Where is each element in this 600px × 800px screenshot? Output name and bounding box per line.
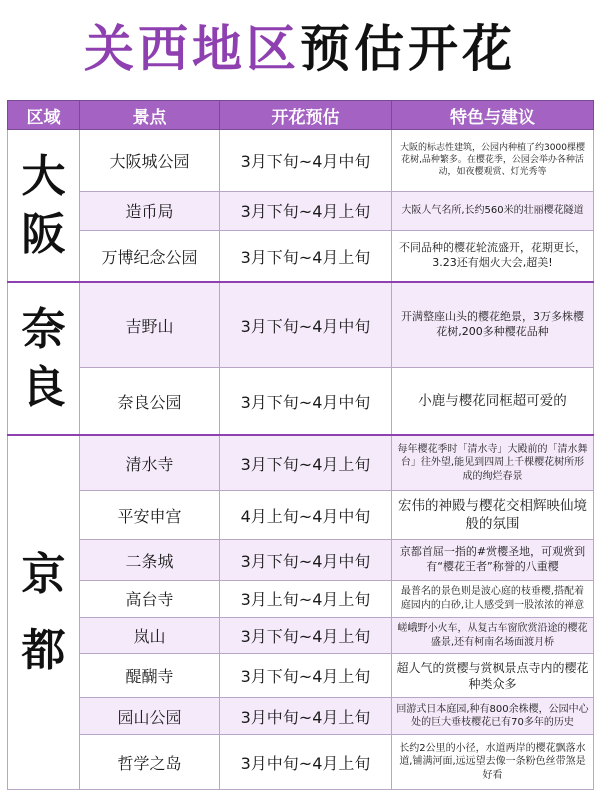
region-osaka: 大 阪 [8,130,80,283]
spot-name: 二条城 [80,540,220,580]
table-row [8,654,594,698]
spot-name: 万博纪念公园 [80,231,220,282]
header-spot: 景点 [80,101,220,130]
spot-note: 每年樱花季时「清水寺」大殿前的「清水舞台」往外望,能见到四周上千棵樱花树所形成的绚烂春景 [392,435,594,490]
page-title [0,0,600,90]
bloom-time: 3月下旬~4月上旬 [220,231,392,282]
spot-note: 长约2公里的小径，水道两岸的樱花飘落水道,铺满河面,远远望去像一条粉色丝带煞是好看 [392,735,594,790]
spot-name: 清水寺 [80,435,220,490]
bloom-time: 3月下旬~4月中旬 [220,130,392,192]
region-nara: 奈 良 [8,282,80,435]
bloom-forecast-table [7,100,594,790]
table-row [8,231,594,282]
bloom-time: 4月上旬~4月中旬 [220,491,392,540]
bloom-time: 3月下旬~4月上旬 [220,435,392,490]
region-kyoto: 京 都 [8,435,80,789]
bloom-time: 3月下旬~4月上旬 [220,191,392,231]
bloom-time: 3月中旬~4月上旬 [220,698,392,735]
table-row [8,130,594,192]
spot-name: 造币局 [80,191,220,231]
bloom-time: 3月中旬~4月上旬 [220,735,392,790]
spot-name: 平安申宫 [80,491,220,540]
spot-name: 高台寺 [80,580,220,617]
table-row [8,540,594,580]
spot-note: 大阪的标志性建筑，公园内种植了约3000棵樱花树,品种繁多。在樱花季，公园会举办各种活动，如夜樱观赏、灯光秀等 [392,130,594,192]
title-rest: 预估开花 [300,20,516,78]
table-row [8,491,594,540]
spot-note: 回游式日本庭园,种有800余株樱，公园中心处的巨大垂枝樱花已有70多年的历史 [392,698,594,735]
spot-note: 开满整座山头的樱花绝景，3万多株樱花树,200多种樱花品种 [392,282,594,368]
spot-name: 园山公园 [80,698,220,735]
header-time: 开花预估 [220,101,392,130]
spot-note: 超人气的赏樱与赏枫景点寺内的樱花种类众多 [392,654,594,698]
spot-note: 最普名的景色则是波心庭的枝垂樱,搭配着庭园内的白砂,让人感受到一股浓浓的禅意 [392,580,594,617]
bloom-time: 3月下旬~4月中旬 [220,540,392,580]
table-row [8,282,594,368]
spot-note: 不同品种的樱花轮流盛开，花期更长，3.23还有烟火大会,超美! [392,231,594,282]
spot-note: 京都首屈一指的#赏樱圣地，可观赏到有“樱花王者”称誉的八重樱 [392,540,594,580]
table-row [8,435,594,490]
table-row [8,735,594,790]
spot-name: 醍醐寺 [80,654,220,698]
bloom-time: 3月下旬~4月中旬 [220,368,392,435]
spot-note: 大阪人气名所,长约560米的壮丽樱花隧道 [392,191,594,231]
spot-name: 吉野山 [80,282,220,368]
table-row [8,191,594,231]
table-row [8,698,594,735]
table-header-row [8,101,594,130]
spot-note: 宏伟的神殿与樱花交相辉映仙境般的氛围 [392,491,594,540]
bloom-time: 3月上旬~4月上旬 [220,580,392,617]
header-region: 区域 [8,101,80,130]
spot-name: 岚山 [80,617,220,654]
title-accent: 关西地区 [84,20,300,78]
spot-name: 大阪城公园 [80,130,220,192]
spot-note: 嵯峨野小火车，从复古车窗欣赏沿途的樱花盛景,还有柯南名场面渡月桥 [392,617,594,654]
spot-name: 哲学之岛 [80,735,220,790]
table-row [8,617,594,654]
spot-name: 奈良公园 [80,368,220,435]
bloom-time: 3月下旬~4月中旬 [220,282,392,368]
header-note: 特色与建议 [392,101,594,130]
table-row [8,580,594,617]
table-row [8,368,594,435]
bloom-time: 3月下旬~4月上旬 [220,617,392,654]
spot-note: 小鹿与樱花同框超可爱的 [392,368,594,435]
bloom-time: 3月下旬~4月上旬 [220,654,392,698]
